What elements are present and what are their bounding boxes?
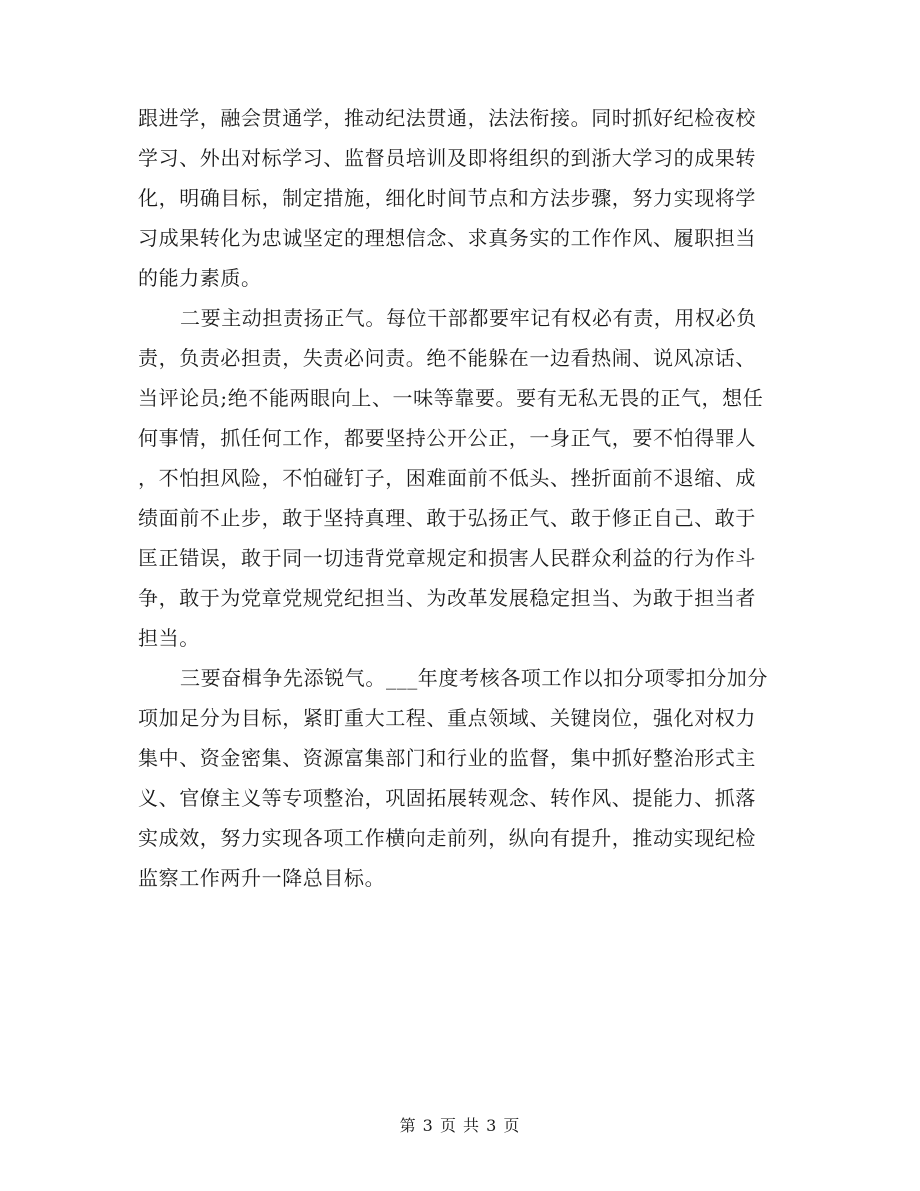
text-line: 学习、外出对标学习、监督员培训及即将组织的到浙大学习的成果转 (138, 146, 756, 170)
text-line: 争，敢于为党章党规党纪担当、为改革发展稳定担当、为敢于担当者 (138, 586, 756, 610)
text-line: 的能力素质。 (138, 266, 262, 290)
text-line: 三要奋楫争先添锐气。___年度考核各项工作以扣分项零扣分加分 (180, 666, 768, 690)
paragraph-2 (138, 298, 788, 658)
text-line: 担当。 (138, 626, 200, 650)
page-footer (0, 1116, 920, 1136)
text-line: 跟进学，融会贯通学，推动纪法贯通，法法衔接。同时抓好纪检夜校 (138, 106, 756, 130)
text-line: 集中、资金密集、资源富集部门和行业的监督，集中抓好整治形式主 (138, 746, 756, 770)
text-line: 何事情，抓任何工作，都要坚持公开公正，一身正气，要不怕得罪人 (138, 426, 756, 450)
text-line: 项加足分为目标，紧盯重大工程、重点领域、关键岗位，强化对权力 (138, 706, 756, 730)
text-line: 习成果转化为忠诚坚定的理想信念、求真务实的工作作风、履职担当 (138, 226, 756, 250)
text-line: 化，明确目标，制定措施，细化时间节点和方法步骤，努力实现将学 (138, 186, 756, 210)
text-line: ，不怕担风险，不怕碰钉子，困难面前不低头、挫折面前不退缩、成 (138, 466, 756, 490)
body-text (138, 98, 788, 898)
paragraph-1 (138, 98, 788, 298)
text-line: 义、官僚主义等专项整治，巩固拓展转观念、转作风、提能力、抓落 (138, 786, 756, 810)
text-line: 当评论员;绝不能两眼向上、一味等靠要。要有无私无畏的正气，想任 (138, 386, 764, 410)
text-line: 责，负责必担责，失责必问责。绝不能躲在一边看热闹、说风凉话、 (138, 346, 756, 370)
text-line: 匡正错误，敢于同一切违背党章规定和损害人民群众利益的行为作斗 (138, 546, 756, 570)
text-line: 实成效，努力实现各项工作横向走前列，纵向有提升，推动实现纪检 (138, 826, 756, 850)
text-line: 二要主动担责扬正气。每位干部都要牢记有权必有责，用权必负 (180, 306, 757, 330)
page-number-label: 第 3 页 共 3 页 (399, 1116, 521, 1135)
paragraph-3 (138, 658, 788, 898)
text-line: 监察工作两升一降总目标。 (138, 866, 386, 890)
text-line: 绩面前不止步，敢于坚持真理、敢于弘扬正气、敢于修正自己、敢于 (138, 506, 756, 530)
